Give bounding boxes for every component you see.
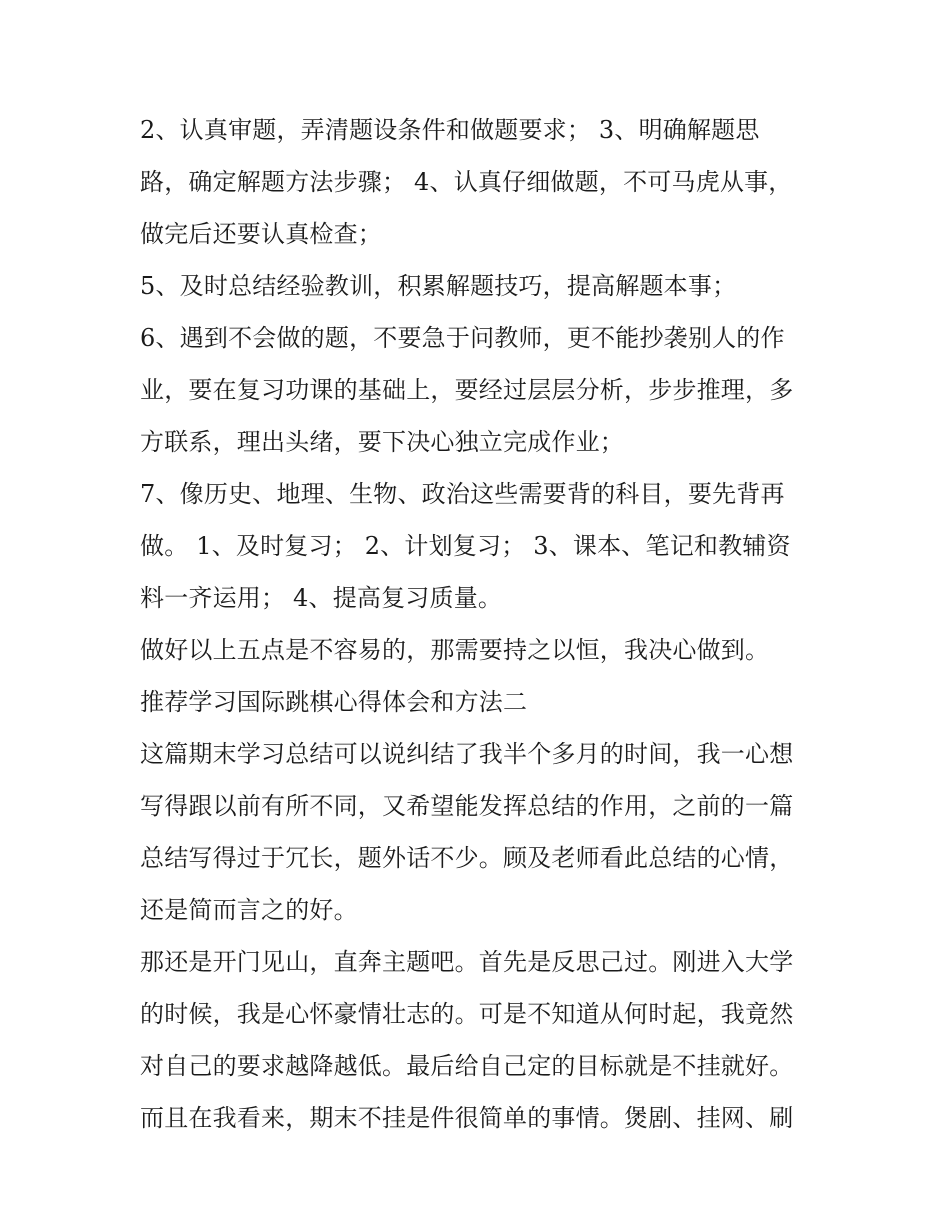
text-line: 总结写得过于冗长，题外话不少。顾及老师看此总结的心情， [140,844,794,872]
text-line: 写得跟以前有所不同，又希望能发挥总结的作用，之前的一篇 [140,792,794,820]
text-line: 路，确定解题方法步骤； 4、认真仔细做题，不可马虎从事， [140,168,793,196]
text-line: 而且在我看来，期末不挂是件很简单的事情。煲剧、挂网、刷 [140,1104,794,1132]
text-line: 业，要在复习功课的基础上，要经过层层分析，步步推理，多 [140,376,794,404]
text-line: 做完后还要认真检查； [140,220,382,248]
text-line: 对自己的要求越降越低。最后给自己定的目标就是不挂就好。 [140,1052,794,1080]
text-line: 的时候，我是心怀豪情壮志的。可是不知道从何时起，我竟然 [140,1000,794,1028]
text-line: 6、遇到不会做的题，不要急于问教师，更不能抄袭别人的作 [140,324,785,352]
text-line: 做好以上五点是不容易的，那需要持之以恒，我决心做到。 [140,636,770,664]
text-line: 那还是开门见山，直奔主题吧。首先是反思己过。刚进入大学 [140,948,794,976]
text-line: 料一齐运用； 4、提高复习质量。 [140,584,503,612]
text-line: 7、像历史、地理、生物、政治这些需要背的科目，要先背再 [140,480,785,508]
text-line: 这篇期末学习总结可以说纠结了我半个多月的时间，我一心想 [140,740,794,768]
text-line: 做。 1、及时复习； 2、计划复习； 3、课本、笔记和教辅资 [140,532,791,560]
text-line: 方联系，理出头绪，要下决心独立完成作业； [140,428,624,456]
text-line: 2、认真审题，弄清题设条件和做题要求； 3、明确解题思 [140,116,760,144]
text-line: 5、及时总结经验教训，积累解题技巧，提高解题本事； [140,272,737,300]
section-heading: 推荐学习国际跳棋心得体会和方法二 [140,688,528,716]
text-line: 还是简而言之的好。 [140,896,358,924]
